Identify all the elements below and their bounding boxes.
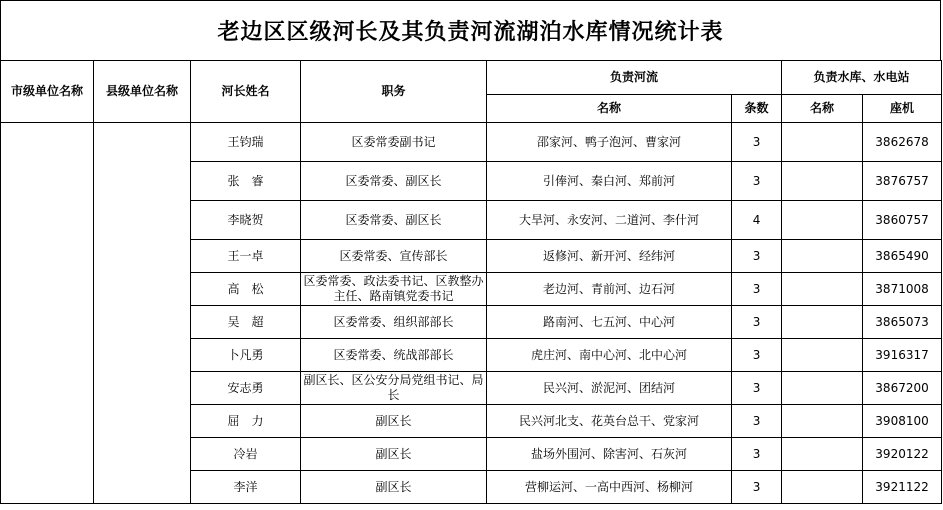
- header-reservoir-name: 名称: [782, 95, 863, 123]
- chief-name-cell: 高 松: [191, 273, 301, 306]
- reservoir-cell: [782, 339, 863, 372]
- chief-name-cell: 吴 超: [191, 306, 301, 339]
- reservoir-cell: [782, 240, 863, 273]
- header-chief-name: 河长姓名: [191, 61, 301, 123]
- count-cell: 3: [732, 273, 782, 306]
- chief-name-cell: 屈 力: [191, 405, 301, 438]
- phone-cell: 3865490: [863, 240, 942, 273]
- phone-cell: 3916317: [863, 339, 942, 372]
- count-cell: 4: [732, 201, 782, 240]
- phone-cell: 3920122: [863, 438, 942, 471]
- rivers-cell: 老边河、青前河、边石河: [487, 273, 732, 306]
- count-cell: 3: [732, 339, 782, 372]
- reservoir-cell: [782, 438, 863, 471]
- chief-name-cell: 王一卓: [191, 240, 301, 273]
- reservoir-cell: [782, 372, 863, 405]
- position-cell: 区委常委副书记: [301, 123, 487, 162]
- count-cell: 3: [732, 240, 782, 273]
- count-cell: 3: [732, 306, 782, 339]
- rivers-cell: 引俸河、秦白河、郑前河: [487, 162, 732, 201]
- header-city-unit: 市级单位名称: [1, 61, 94, 123]
- city-unit-cell: [1, 123, 94, 504]
- position-cell: 区委常委、统战部部长: [301, 339, 487, 372]
- phone-cell: 3865073: [863, 306, 942, 339]
- chief-name-cell: 安志勇: [191, 372, 301, 405]
- position-cell: 副区长、区公安分局党组书记、局长: [301, 372, 487, 405]
- header-position: 职务: [301, 61, 487, 123]
- county-unit-cell: [94, 123, 191, 504]
- reservoir-cell: [782, 162, 863, 201]
- position-cell: 副区长: [301, 405, 487, 438]
- position-cell: 区委常委、政法委书记、区教整办主任、路南镇党委书记: [301, 273, 487, 306]
- chief-name-cell: 李洋: [191, 471, 301, 504]
- chief-name-cell: 王钧瑞: [191, 123, 301, 162]
- position-cell: 副区长: [301, 438, 487, 471]
- chief-name-cell: 冷岩: [191, 438, 301, 471]
- rivers-cell: 邵家河、鸭子泡河、曹家河: [487, 123, 732, 162]
- position-cell: 区委常委、副区长: [301, 162, 487, 201]
- count-cell: 3: [732, 162, 782, 201]
- header-reservoir-group: 负责水库、水电站: [782, 61, 942, 95]
- reservoir-cell: [782, 123, 863, 162]
- position-cell: 副区长: [301, 471, 487, 504]
- phone-cell: 3871008: [863, 273, 942, 306]
- phone-cell: 3862678: [863, 123, 942, 162]
- rivers-cell: 虎庄河、南中心河、北中心河: [487, 339, 732, 372]
- reservoir-cell: [782, 471, 863, 504]
- reservoir-cell: [782, 273, 863, 306]
- position-cell: 区委常委、组织部部长: [301, 306, 487, 339]
- count-cell: 3: [732, 123, 782, 162]
- phone-cell: 3908100: [863, 405, 942, 438]
- phone-cell: 3921122: [863, 471, 942, 504]
- chief-name-cell: 张 睿: [191, 162, 301, 201]
- rivers-cell: 路南河、七五河、中心河: [487, 306, 732, 339]
- count-cell: 3: [732, 405, 782, 438]
- phone-cell: 3876757: [863, 162, 942, 201]
- count-cell: 3: [732, 438, 782, 471]
- river-chief-table: [0, 60, 942, 504]
- rivers-cell: 民兴河、淤泥河、团结河: [487, 372, 732, 405]
- header-county-unit: 县级单位名称: [94, 61, 191, 123]
- reservoir-cell: [782, 405, 863, 438]
- rivers-cell: 盐场外围河、除害河、石灰河: [487, 438, 732, 471]
- chief-name-cell: 卜凡勇: [191, 339, 301, 372]
- position-cell: 区委常委、宣传部长: [301, 240, 487, 273]
- header-river-name: 名称: [487, 95, 732, 123]
- count-cell: 3: [732, 372, 782, 405]
- rivers-cell: 返修河、新开河、经纬河: [487, 240, 732, 273]
- rivers-cell: 营柳运河、一高中西河、杨柳河: [487, 471, 732, 504]
- header-rivers-group: 负责河流: [487, 61, 782, 95]
- rivers-cell: 民兴河北支、花英台总干、党家河: [487, 405, 732, 438]
- header-phone: 座机: [863, 95, 942, 123]
- reservoir-cell: [782, 306, 863, 339]
- reservoir-cell: [782, 201, 863, 240]
- rivers-cell: 大旱河、永安河、二道河、李什河: [487, 201, 732, 240]
- phone-cell: 3867200: [863, 372, 942, 405]
- header-river-count: 条数: [732, 95, 782, 123]
- chief-name-cell: 李晓贺: [191, 201, 301, 240]
- phone-cell: 3860757: [863, 201, 942, 240]
- table-title: 老边区区级河长及其负责河流湖泊水库情况统计表: [0, 0, 941, 60]
- table-row: [1, 123, 942, 162]
- position-cell: 区委常委、副区长: [301, 201, 487, 240]
- count-cell: 3: [732, 471, 782, 504]
